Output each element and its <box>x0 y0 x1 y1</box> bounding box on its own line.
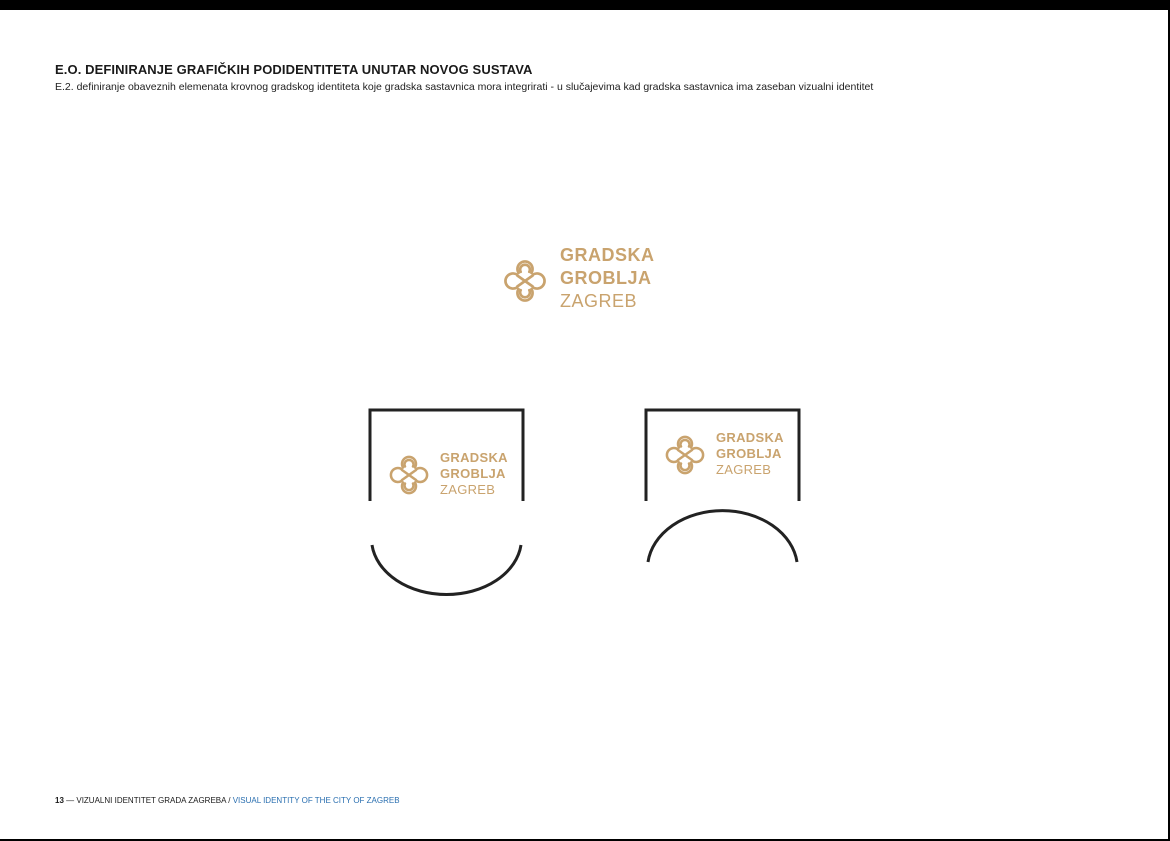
logo-wordmark <box>716 431 784 479</box>
logo-line-zagreb: ZAGREB <box>560 291 638 311</box>
page-number: 13 <box>55 796 64 805</box>
quatrefoil-knot-icon <box>384 449 434 501</box>
logo-line-gradska: GRADSKA <box>440 450 508 465</box>
logo-line-zagreb: ZAGREB <box>716 462 772 477</box>
logo-variant-right <box>660 429 784 481</box>
logo-line-groblja: GROBLJA <box>560 268 652 288</box>
logo-line-groblja: GROBLJA <box>716 446 782 461</box>
logo-wordmark <box>440 451 508 499</box>
footer-title-en: VISUAL IDENTITY OF THE CITY OF ZAGREB <box>232 796 400 805</box>
footer-title-hr: VIZUALNI IDENTITET GRADA ZAGREBA <box>76 796 227 805</box>
frame-left-arc <box>372 545 521 595</box>
logo-line-groblja: GROBLJA <box>440 466 506 481</box>
logo-line-gradska: GRADSKA <box>560 245 655 265</box>
footer-separator: — <box>63 796 77 805</box>
section-title: E.O. DEFINIRANJE GRAFIČKIH PODIDENTITETA UNUTAR NOVOG SUSTAVA <box>55 62 533 77</box>
logo-line-zagreb: ZAGREB <box>440 482 496 497</box>
section-subtitle: E.2. definiranje obaveznih elemenata krovnog gradskog identiteta koje gradska sastavnica mora integrirati - u slučajevima kad gradska sastavnica ima zaseban vizualni identitet <box>55 81 874 93</box>
logo-variant-left <box>384 449 508 501</box>
frame-right-arc <box>648 511 797 562</box>
footer-slash: / <box>226 796 233 805</box>
page-footer <box>55 796 400 805</box>
logo-line-gradska: GRADSKA <box>716 430 784 445</box>
quatrefoil-knot-icon <box>660 429 710 481</box>
